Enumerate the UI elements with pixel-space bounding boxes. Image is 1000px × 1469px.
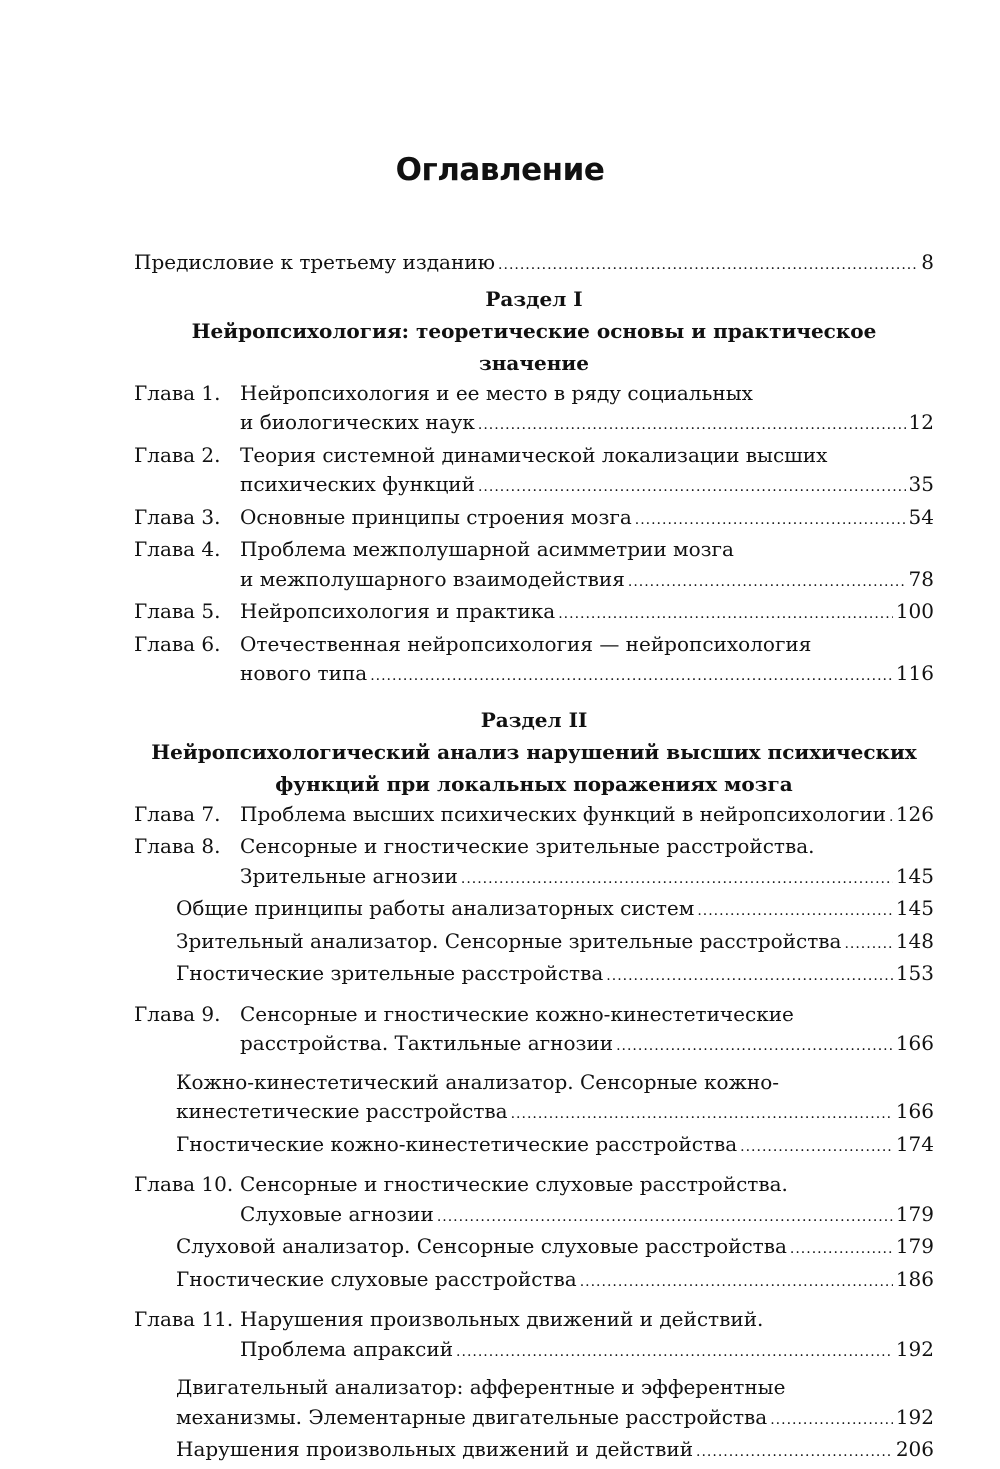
leader-dots [580,1268,893,1298]
leader-dots [844,930,892,960]
entry-title: Зрительный анализатор. Сенсорные зрительные расстройства [176,928,842,953]
entry-title-line: Отечественная нейропсихология — нейропсихология [240,631,812,656]
toc-subentry[interactable] [134,1373,934,1435]
entry-title: Гностические зрительные расстройства [176,961,604,985]
leader-dots [461,865,893,895]
page-number: 192 [895,1404,934,1429]
entry-title-line: психических функций [240,472,475,496]
page-number: 186 [895,1266,934,1291]
entry-title-line: Основные принципы строения мозга [240,504,632,529]
page-number: 100 [895,599,934,623]
entry-title-line: кинестетические расстройства [176,1099,508,1123]
entry-title-line: Кожно-кинестетический анализатор. Сенсорные кожно- [176,1069,780,1094]
entry-title-line: Нейропсихология и практика [240,599,556,623]
leader-dots [511,1100,893,1130]
leader-dots [478,411,906,441]
leader-dots [437,1203,893,1233]
leader-dots [770,1406,893,1436]
entry-title-line: механизмы. Элементарные двигательные расстройства [176,1404,768,1429]
entry-title-line: Зрительные агнозии [240,863,458,888]
toc-entry-chapter-2[interactable] [134,441,934,503]
leader-dots [616,1032,893,1062]
entry-title: Гностические слуховые расстройства [176,1266,577,1291]
page-number: 153 [895,961,934,985]
section-title: Нейропсихологический анализ нарушений высших психических [151,739,917,764]
page-number: 166 [895,1031,934,1055]
leader-dots [740,1133,893,1163]
page-number: 145 [895,896,934,920]
page-number: 78 [908,566,934,591]
leader-dots [370,662,893,692]
entry-title-line: Сенсорные и гностические кожно-кинестетические [240,1001,794,1026]
chapter-label: Глава 4. [134,537,221,561]
leader-dots [498,251,918,281]
chapter-label: Глава 8. [134,834,221,858]
entry-title: Общие принципы работы анализаторных систем [176,896,695,920]
entry-title: Слуховой анализатор. Сенсорные слуховые расстройства [176,1234,787,1258]
entry-title-line: Нарушения произвольных движений и действий. [240,1307,764,1331]
page-number: 206 [895,1437,934,1461]
entry-title-line: Проблема межполушарной асимметрии мозга [240,537,734,561]
leader-dots [478,473,906,503]
chapter-label: Глава 7. [134,801,221,826]
toc-entry-chapter-11[interactable] [134,1305,934,1367]
entry-title-line: нового типа [240,661,368,685]
toc-subentry[interactable] [134,1130,934,1163]
entry-title-line: Сенсорные и гностические зрительные расстройства. [240,834,815,858]
chapter-label: Глава 1. [134,380,221,405]
entry-title-line: Проблема высших психических функций в нейропсихологии [240,801,886,826]
toc-entry-chapter-10[interactable] [134,1170,934,1232]
toc-entry-chapter-7[interactable] [134,800,934,833]
table-of-contents [134,248,934,1468]
section-title: Нейропсихология: теоретические основы и практическое значение [191,318,877,375]
chapter-label: Глава 2. [134,442,221,467]
toc-subentry[interactable] [134,894,934,927]
entry-title-line: Сенсорные и гностические слуховые расстройства. [240,1172,788,1196]
toc-entry-chapter-4[interactable] [134,535,934,597]
entry-title-line: Теория системной динамической локализации высших [240,442,828,467]
entry-title-line: и биологических наук [240,410,475,434]
section-number: Раздел II [480,707,588,732]
entry-title-line: Двигательный анализатор: афферентные и эфферентные [176,1375,786,1399]
section-title: функций при локальных поражениях мозга [275,771,793,796]
leader-dots [558,600,893,630]
entry-title-line: расстройства. Тактильные агнозии [240,1031,614,1055]
chapter-label: Глава 11. [134,1307,234,1331]
entry-title: Предисловие к третьему изданию [134,250,496,274]
page-number: 148 [895,928,934,953]
entry-title-line: и межполушарного взаимодействия [240,566,625,591]
leader-dots [628,568,906,598]
entry-title-line: Нейропсихология и ее место в ряду социальных [240,380,753,405]
chapter-label: Глава 6. [134,631,221,656]
page-number: 8 [921,250,934,274]
page-title: Оглавление [395,152,605,188]
toc-subentry[interactable] [134,927,934,960]
toc-entry-chapter-1[interactable] [134,379,934,441]
page-number: 192 [895,1336,934,1361]
page-number: 116 [895,661,934,685]
toc-entry-chapter-3[interactable] [134,503,934,536]
entry-title-line: Слуховые агнозии [240,1201,434,1226]
toc-entry-chapter-6[interactable] [134,630,934,692]
chapter-label: Глава 5. [134,599,221,623]
page-number: 145 [895,863,934,888]
toc-subentry[interactable] [134,959,934,992]
chapter-label: Глава 10. [134,1172,234,1196]
page-number: 35 [908,472,934,496]
page-number: 12 [908,410,934,434]
chapter-label: Глава 3. [134,504,221,529]
leader-dots [456,1338,893,1368]
entry-title: Нарушения произвольных движений и действий [176,1437,694,1461]
page-number: 179 [895,1201,934,1226]
leader-dots [606,962,893,992]
leader-dots [697,897,892,927]
toc-entry-chapter-9[interactable] [134,1000,934,1062]
page-number: 54 [908,504,934,529]
toc-entry-preface[interactable] [134,248,934,281]
page-number: 166 [895,1099,934,1123]
toc-subentry[interactable] [134,1435,934,1468]
toc-entry-chapter-8[interactable] [134,832,934,894]
toc-subentry[interactable] [134,1068,934,1130]
section-number: Раздел I [485,286,583,311]
page-number: 179 [895,1234,934,1258]
leader-dots [696,1438,893,1468]
entry-title: Гностические кожно-кинестетические расстройства [176,1131,738,1156]
toc-subentry[interactable] [134,1265,934,1298]
toc-entry-chapter-5[interactable] [134,597,934,630]
leader-dots [790,1235,893,1265]
entry-title-line: Проблема апраксий [240,1336,454,1361]
toc-subentry[interactable] [134,1232,934,1265]
page-number: 126 [895,801,934,826]
leader-dots [889,803,893,833]
page-number: 174 [895,1131,934,1156]
leader-dots [635,506,906,536]
chapter-label: Глава 9. [134,1001,221,1026]
